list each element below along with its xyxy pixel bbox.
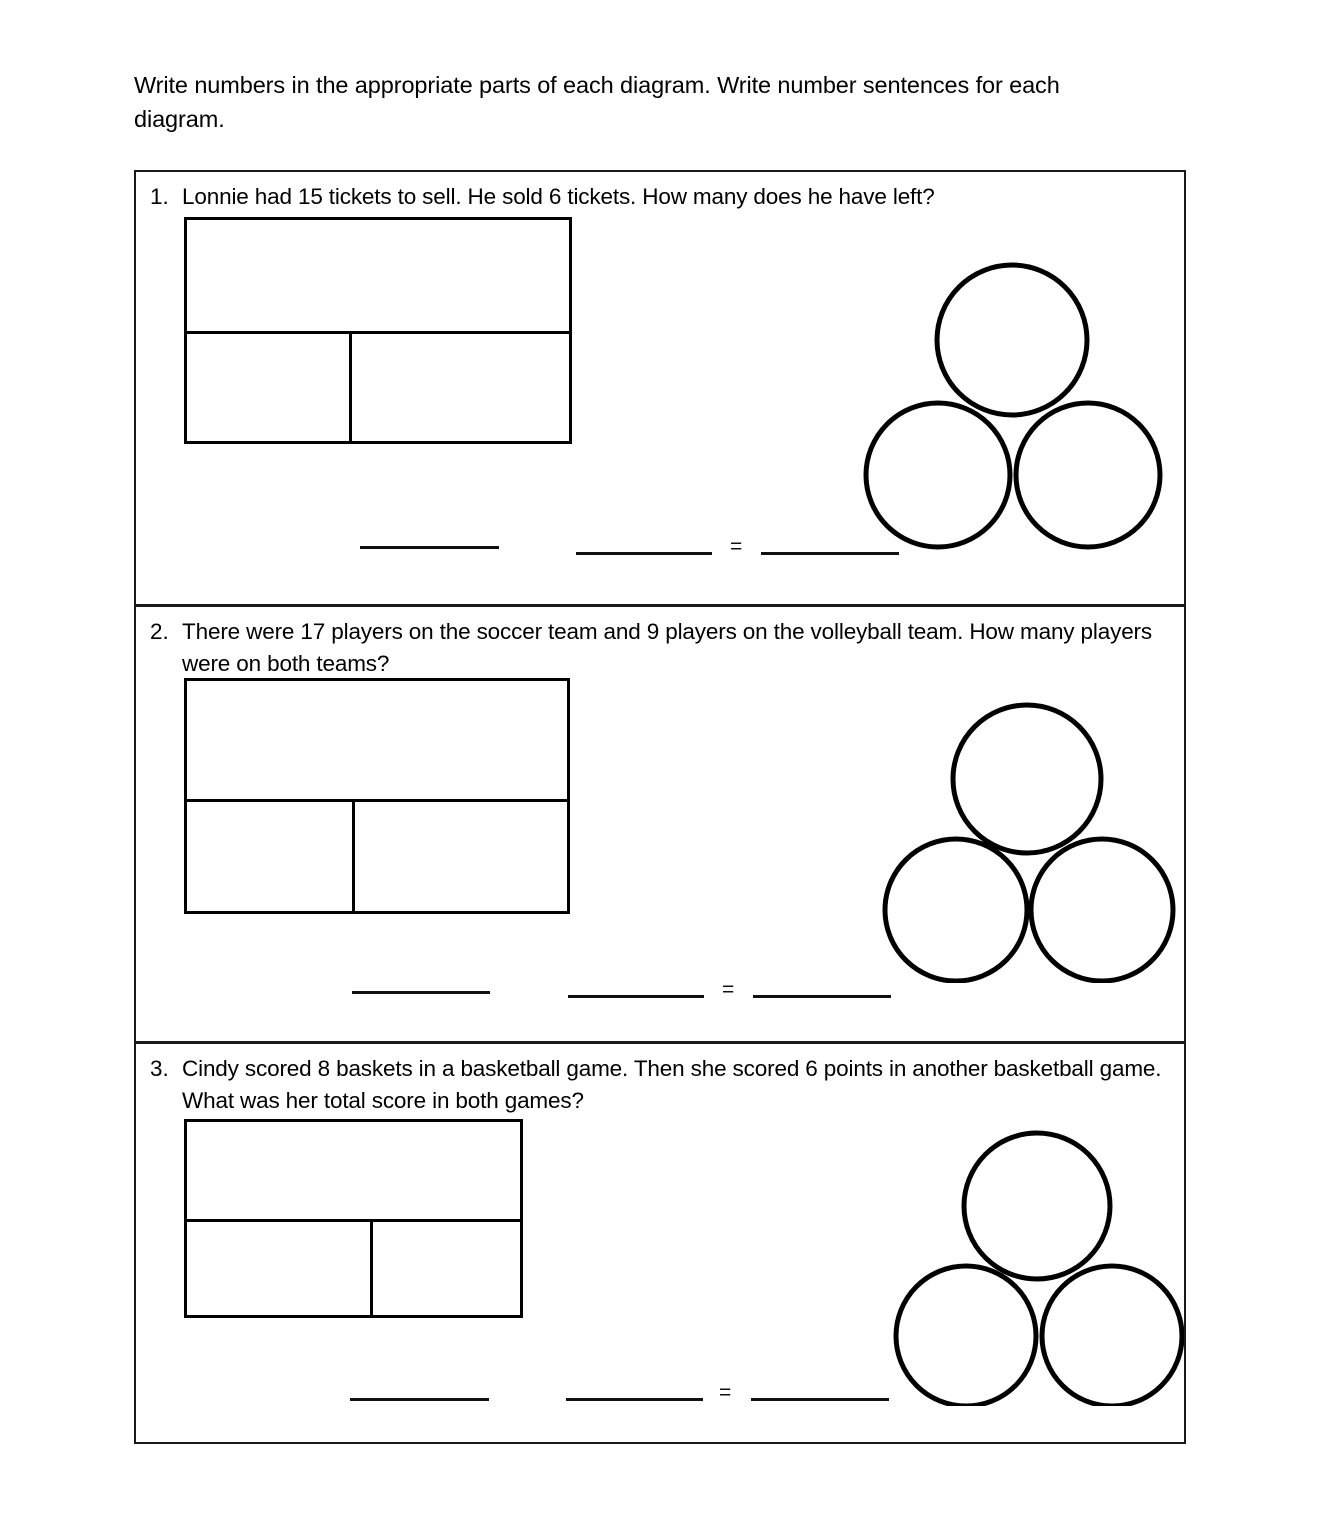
tape-diagram-2-parts [187,802,567,911]
problem-2-number: 2. [150,619,169,644]
tape-diagram-1-whole-cell[interactable] [187,220,569,334]
number-sentence-3-blank-3[interactable] [751,1398,889,1401]
tape-diagram-3-parts [187,1222,520,1315]
number-sentence-2-equals: = [722,978,735,1001]
tape-diagram-1-parts [187,334,569,441]
number-sentence-1 [136,524,1182,564]
number-sentence-2-blank-2[interactable] [568,995,704,998]
tape-diagram-1[interactable] [184,217,572,444]
tape-diagram-2[interactable] [184,678,570,914]
problem-row-3 [136,1041,1184,1441]
tape-diagram-2-part-right[interactable] [355,802,567,911]
number-sentence-3 [136,1374,1182,1414]
number-sentence-2-blank-1[interactable] [352,991,490,994]
number-sentence-1-blank-1[interactable] [360,546,499,549]
number-bond-3[interactable] [891,1086,1184,1406]
tape-diagram-3-part-left[interactable] [187,1222,373,1315]
tape-diagram-2-whole-cell[interactable] [187,681,567,802]
tape-diagram-3-part-right[interactable] [373,1222,520,1315]
problem-1-text: Lonnie had 15 tickets to sell. He sold 6 tickets. How many does he have left? [182,184,935,209]
problem-1-number: 1. [150,184,169,209]
number-sentence-1-blank-3[interactable] [761,552,899,555]
number-sentence-3-blank-2[interactable] [566,1398,703,1401]
tape-diagram-2-part-left[interactable] [187,802,355,911]
number-bond-1[interactable] [860,220,1170,550]
problem-3-text: Cindy scored 8 baskets in a basketball game. Then she scored 6 points in another basketball game. What was her total score in both games? [182,1056,1162,1113]
problem-row-1 [136,172,1184,604]
problem-row-2 [136,604,1184,1041]
number-bond-2[interactable] [881,657,1181,983]
tape-diagram-1-part-left[interactable] [187,334,352,441]
number-sentence-3-blank-1[interactable] [350,1398,489,1401]
number-sentence-1-blank-2[interactable] [576,552,712,555]
tape-diagram-1-part-right[interactable] [352,334,569,441]
problem-2-text: There were 17 players on the soccer team and 9 players on the volleyball team. How many players were on both teams? [182,619,1152,676]
number-sentence-2-blank-3[interactable] [753,995,891,998]
number-sentence-1-equals: = [730,535,743,558]
worksheet-table [134,170,1186,1444]
worksheet-instructions: Write numbers in the appropriate parts of each diagram. Write number sentences for each diagram. [134,72,1060,133]
tape-diagram-3[interactable] [184,1119,523,1318]
problem-3-number: 3. [150,1056,169,1081]
tape-diagram-3-whole-cell[interactable] [187,1122,520,1222]
number-sentence-3-equals: = [719,1381,732,1404]
problem-1-statement [150,181,1172,213]
number-sentence-2 [136,969,1182,1009]
